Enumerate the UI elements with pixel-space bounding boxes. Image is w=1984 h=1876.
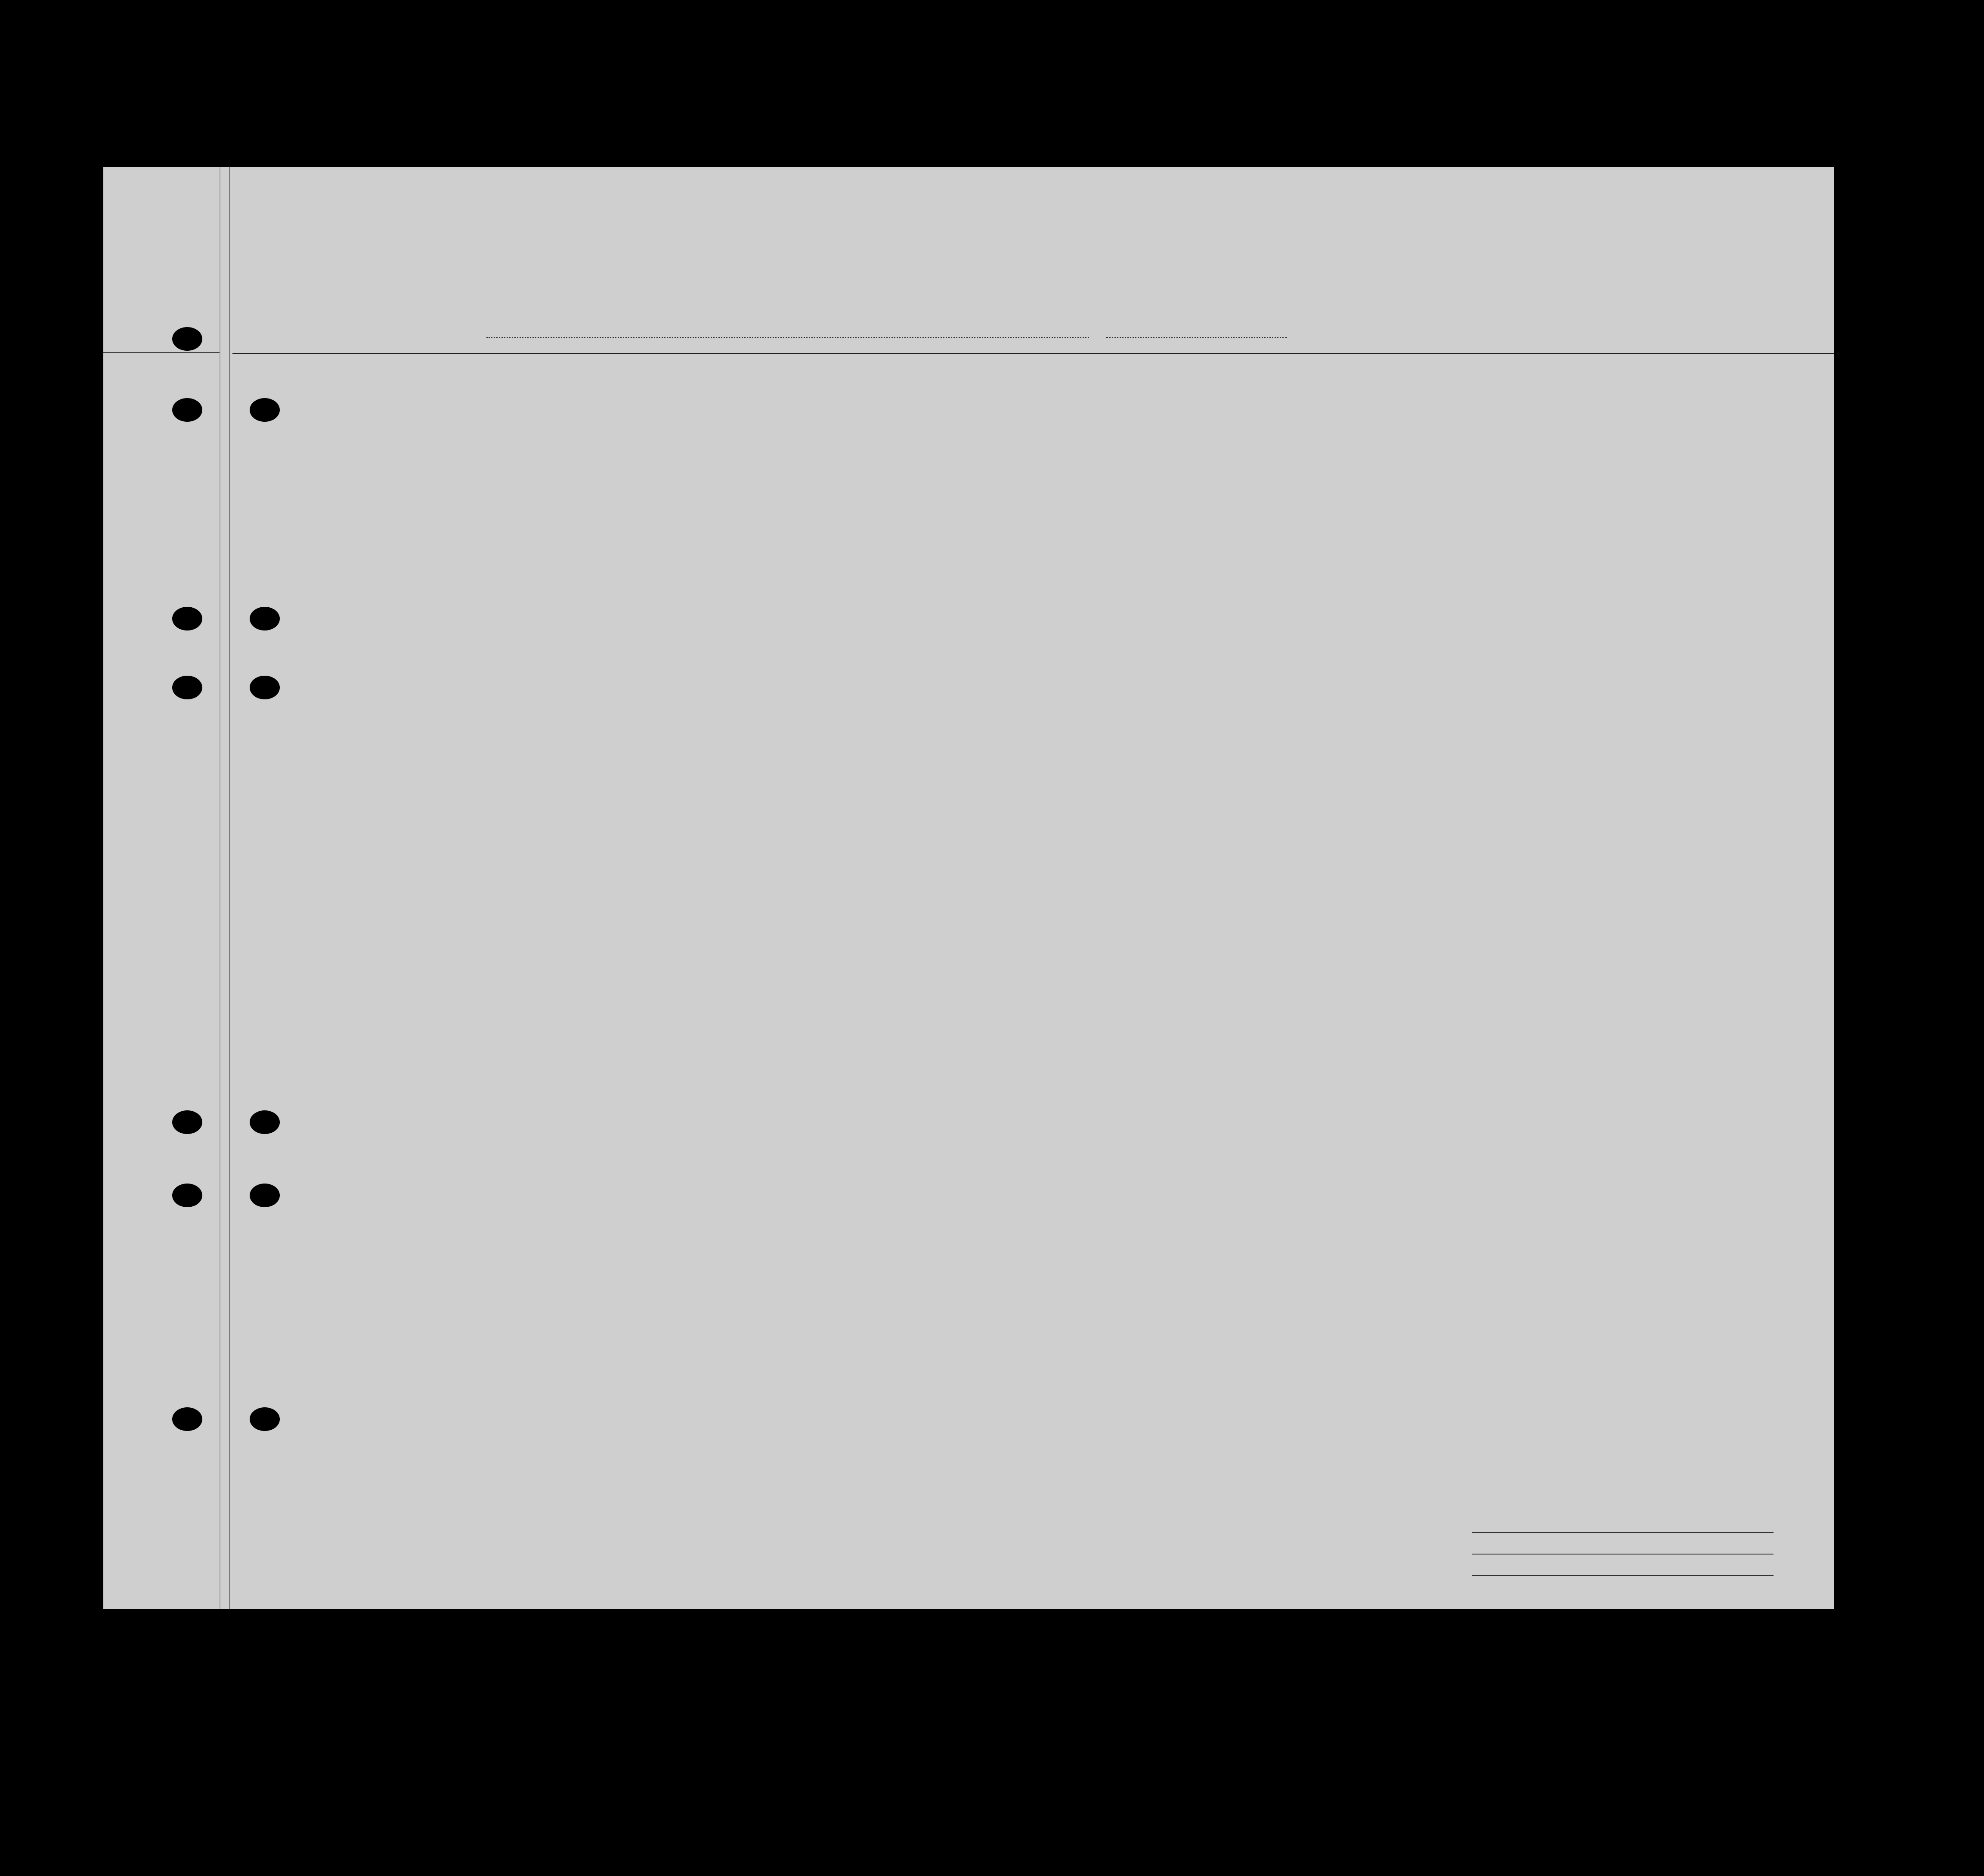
punch-hole — [250, 1184, 280, 1207]
punch-hole — [172, 1110, 202, 1134]
punch-hole — [172, 1407, 202, 1431]
punch-hole — [172, 398, 202, 422]
owners-field — [1472, 1554, 1774, 1555]
agents-field — [1472, 1575, 1774, 1576]
previous-page-fragment — [103, 167, 220, 1609]
line-field — [1472, 1532, 1774, 1533]
punch-hole — [250, 1407, 280, 1431]
punch-hole — [172, 1184, 202, 1207]
divider — [232, 353, 1834, 354]
divider — [103, 352, 220, 353]
page-fold — [229, 167, 230, 1609]
punch-hole — [250, 398, 280, 422]
manifest-main — [232, 167, 1834, 1609]
punch-hole — [172, 607, 202, 630]
punch-hole — [250, 1110, 280, 1134]
date-line — [1106, 337, 1287, 338]
punch-hole — [250, 676, 280, 699]
port-line — [486, 337, 1089, 338]
manifest-sheet — [103, 167, 1834, 1609]
punch-hole — [172, 327, 202, 351]
punch-hole — [172, 676, 202, 699]
punch-hole — [250, 607, 280, 630]
